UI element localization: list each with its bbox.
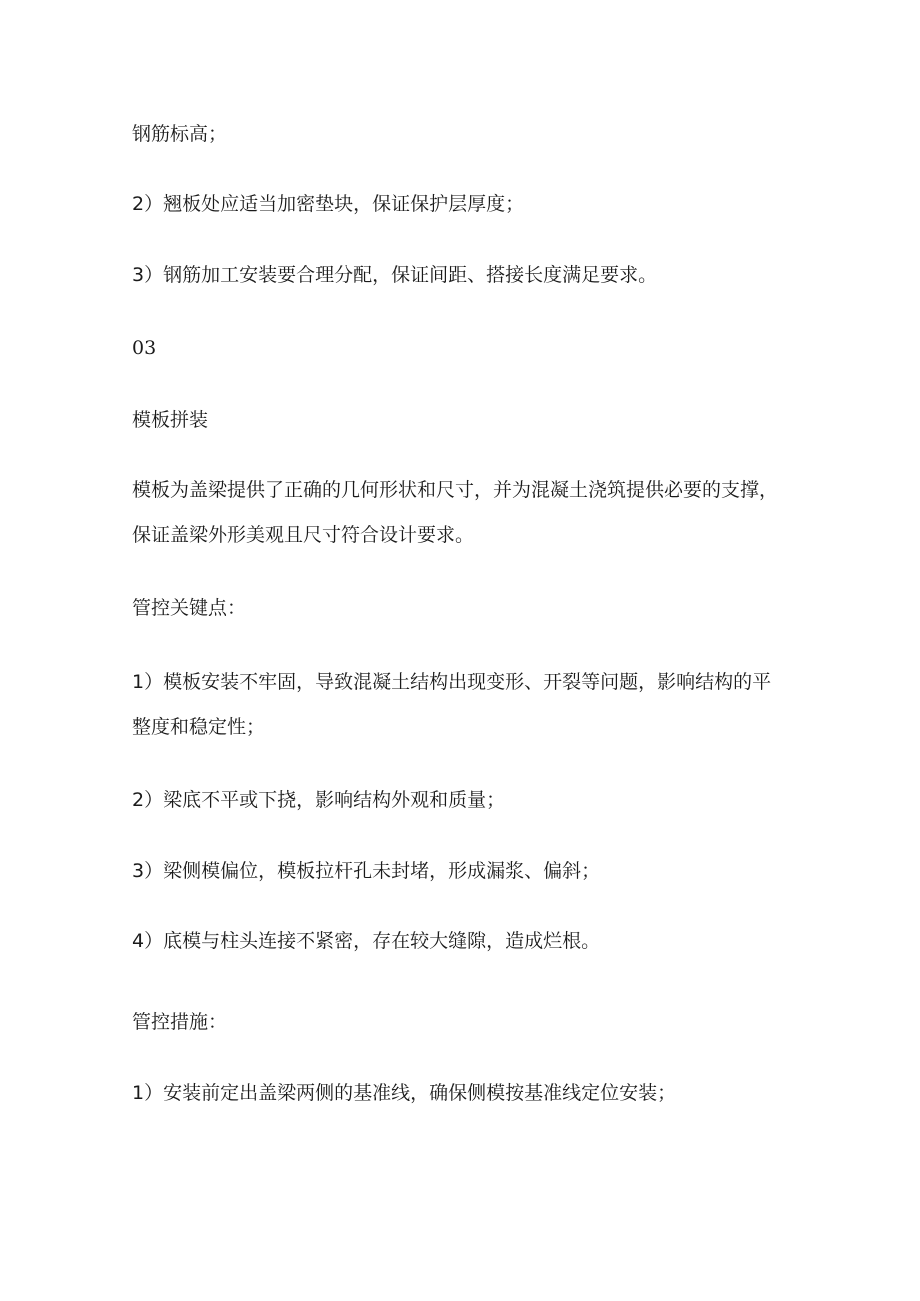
list-item-key-point-1: 1）模板安装不牢固，导致混凝土结构出现变形、开裂等问题，影响结构的平整度和稳定性； (132, 671, 772, 738)
section-number: 03 (132, 337, 157, 359)
paragraph-formwork-intro: 模板为盖梁提供了正确的几何形状和尺寸，并为混凝土浇筑提供必要的支撑，保证盖梁外形美观且尺寸符合设计要求。 (132, 479, 779, 546)
list-item-key-point-3: 3）梁侧模偏位，模板拉杆孔未封堵，形成漏浆、偏斜； (132, 860, 601, 882)
key-points-heading: 管控关键点： (132, 597, 247, 619)
paragraph-rebar-elevation: 钢筋标高； (132, 123, 228, 145)
list-item-cantilever-spacers: 2）翘板处应适当加密垫块，保证保护层厚度； (132, 193, 525, 215)
measures-heading: 管控措施： (132, 1011, 228, 1033)
section-title: 模板拼装 (132, 409, 209, 431)
list-item-key-point-4: 4）底模与柱头连接不紧密，存在较大缝隙，造成烂根。 (132, 930, 601, 952)
list-item-measure-1: 1）安装前定出盖梁两侧的基准线，确保侧模按基准线定位安装； (132, 1082, 677, 1104)
list-item-rebar-processing: 3）钢筋加工安装要合理分配，保证间距、搭接长度满足要求。 (132, 264, 658, 286)
list-item-key-point-2: 2）梁底不平或下挠，影响结构外观和质量； (132, 789, 506, 811)
